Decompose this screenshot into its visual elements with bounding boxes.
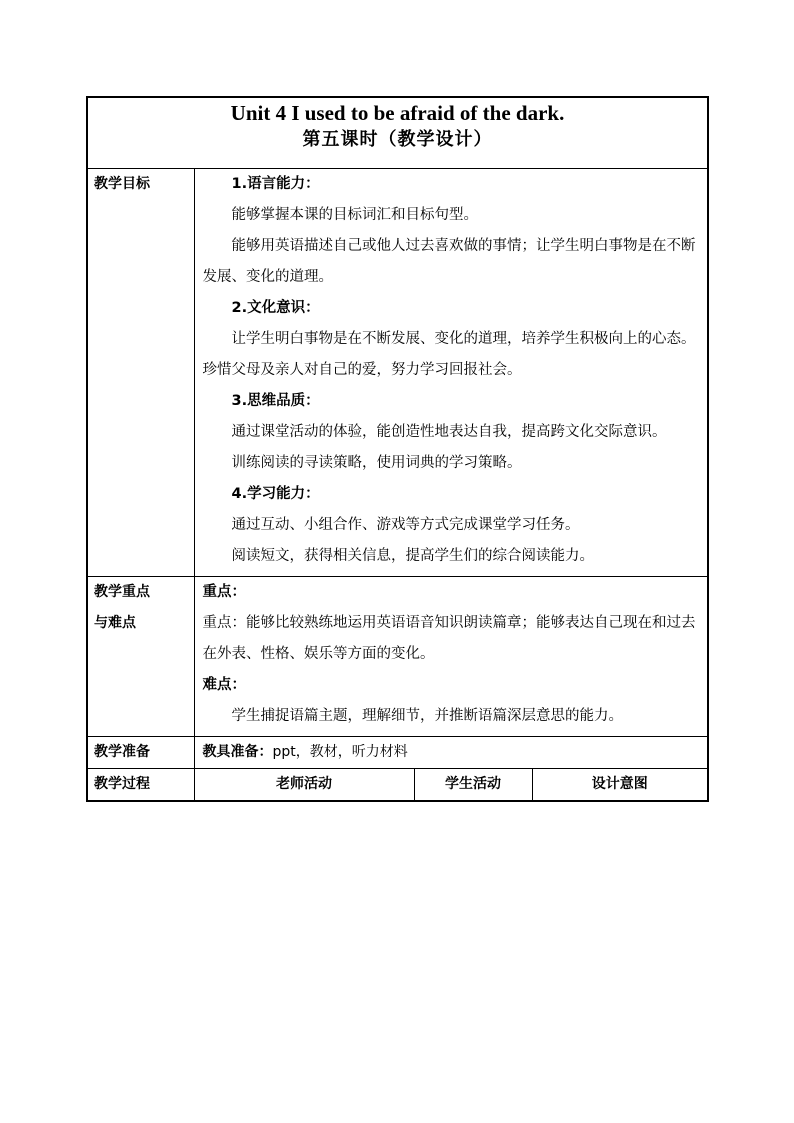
objective-text: 训练阅读的寻读策略，使用词典的学习策略。 xyxy=(231,455,522,471)
objectives-row xyxy=(87,169,708,577)
key-points-label-line1: 教学重点 xyxy=(94,584,150,600)
key-points-row xyxy=(87,577,708,737)
objective-text: 能够用英语描述自己或他人过去喜欢做的事情；让学生明白事物是在不断发展、变化的道理。 xyxy=(202,238,696,285)
nandian-heading: 难点： xyxy=(202,677,246,693)
teacher-activity-header: 老师活动 xyxy=(194,769,414,802)
student-activity-header: 学生活动 xyxy=(414,769,532,802)
zhongdian-heading: 重点： xyxy=(202,584,246,600)
key-points-label xyxy=(87,577,194,737)
design-intent-header: 设计意图 xyxy=(532,769,708,802)
zhongdian-text: 重点：能够比较熟练地运用英语语音知识朗读篇章；能够表达自己现在和过去在外表、性格、娱乐等方面的变化。 xyxy=(202,615,696,662)
title-cell xyxy=(87,97,708,169)
preparation-row xyxy=(87,737,708,769)
objectives-label: 教学目标 xyxy=(87,169,194,577)
objective-heading: 1.语言能力： xyxy=(231,176,320,192)
objective-text: 阅读短文，获得相关信息，提高学生们的综合阅读能力。 xyxy=(231,548,594,564)
process-label: 教学过程 xyxy=(87,769,194,802)
process-row xyxy=(87,769,708,802)
preparation-bold-label: 教具准备： xyxy=(202,744,273,760)
preparation-text: ppt，教材，听力材料 xyxy=(272,744,408,760)
objective-text: 让学生明白事物是在不断发展、变化的道理，培养学生积极向上的心态。珍惜父母及亲人对自己的爱，努力学习回报社会。 xyxy=(202,331,696,378)
preparation-content xyxy=(194,737,708,769)
objective-heading: 2.文化意识： xyxy=(231,300,320,316)
key-points-label-line2: 与难点 xyxy=(94,615,136,631)
key-points-content xyxy=(194,577,708,737)
lesson-plan-table xyxy=(86,96,709,802)
objective-text: 能够掌握本课的目标词汇和目标句型。 xyxy=(231,207,478,223)
nandian-text: 学生捕捉语篇主题，理解细节，并推断语篇深层意思的能力。 xyxy=(231,708,623,724)
objective-text: 通过互动、小组合作、游戏等方式完成课堂学习任务。 xyxy=(231,517,580,533)
title-english: Unit 4 I used to be afraid of the dark. xyxy=(230,101,565,125)
title-chinese: 第五课时（教学设计） xyxy=(302,129,493,150)
objective-text: 通过课堂活动的体验，能创造性地表达自我，提高跨文化交际意识。 xyxy=(231,424,667,440)
objective-heading: 3.思维品质： xyxy=(231,393,320,409)
lesson-plan-document xyxy=(86,96,707,802)
objectives-content xyxy=(194,169,708,577)
title-row xyxy=(87,97,708,169)
preparation-label: 教学准备 xyxy=(87,737,194,769)
objective-heading: 4.学习能力： xyxy=(231,486,320,502)
